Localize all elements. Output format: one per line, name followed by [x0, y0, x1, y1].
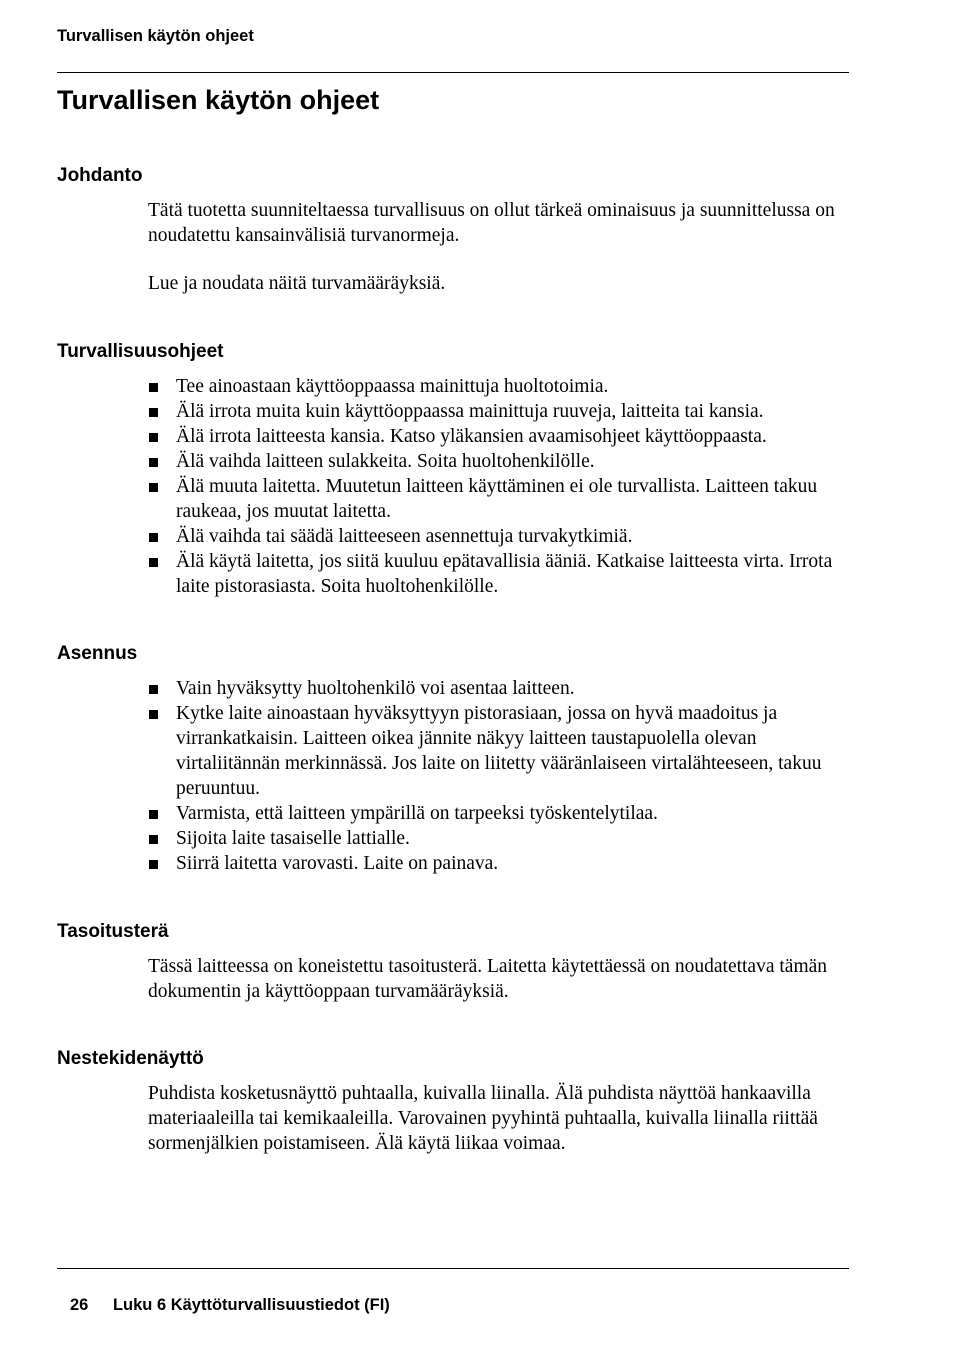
- section-intro: [57, 164, 857, 296]
- square-bullet-icon: [149, 710, 158, 719]
- section-heading-jogger: Tasoitusterä: [57, 921, 169, 942]
- section-body-lcd: [148, 1081, 858, 1156]
- list-item: [146, 851, 856, 876]
- footer-rule: [57, 1268, 849, 1269]
- page-number: 26: [70, 1296, 89, 1314]
- list-item: [146, 399, 856, 424]
- list-item-text: Vain hyväksytty huoltohenkilö voi asentaa laitteen.: [176, 678, 575, 699]
- list-item: [146, 449, 856, 474]
- list-item-text: Älä irrota laitteesta kansia. Katso yläkansien avaamisohjeet käyttöoppaasta.: [176, 426, 767, 447]
- square-bullet-icon: [149, 685, 158, 694]
- list-item: [146, 826, 856, 851]
- list-item: [146, 549, 856, 599]
- list-item-text: Siirrä laitetta varovasti. Laite on painava.: [176, 853, 499, 874]
- chapter-title: Luku 6 Käyttöturvallisuustiedot (FI): [112, 1296, 390, 1314]
- square-bullet-icon: [149, 483, 158, 492]
- square-bullet-icon: [149, 433, 158, 442]
- list-item: [146, 374, 856, 399]
- section-jogger: [57, 920, 857, 1004]
- paragraph: Tässä laitteessa on koneistettu tasoitusterä. Laitetta käytettäessä on noudatettava tämän dokumentin ja käyttöoppaan turvamääräyksiä.: [148, 956, 828, 1002]
- square-bullet-icon: [149, 533, 158, 542]
- list-item-text: Varmista, että laitteen ympärillä on tarpeeksi työskentelytilaa.: [176, 803, 658, 824]
- square-bullet-icon: [149, 810, 158, 819]
- section-lcd: [57, 1047, 857, 1156]
- safety-list: [146, 374, 856, 599]
- section-body-intro: [148, 198, 858, 296]
- square-bullet-icon: [149, 458, 158, 467]
- install-list: [146, 676, 856, 876]
- list-item: [146, 474, 856, 524]
- section-install: [57, 642, 857, 876]
- list-item-text: Älä vaihda tai säädä laitteeseen asennettuja turvakytkimiä.: [176, 526, 633, 547]
- square-bullet-icon: [149, 835, 158, 844]
- page-title: Turvallisen käytön ohjeet: [57, 85, 380, 115]
- section-heading-lcd: Nestekidenäyttö: [57, 1048, 204, 1069]
- square-bullet-icon: [149, 558, 158, 567]
- section-safety: [57, 340, 857, 599]
- list-item-text: Älä käytä laitetta, jos siitä kuuluu epätavallisia ääniä. Katkaise laitteesta virta. Irrota laite pistorasiasta. Soita huoltohenkilölle.: [176, 551, 833, 597]
- header-rule: [57, 72, 849, 73]
- section-heading-install: Asennus: [57, 643, 138, 664]
- list-item-text: Kytke laite ainoastaan hyväksyttyyn pistorasiaan, jossa on hyvä maadoitus ja virrankatkaisin. Laitteen oikea jännite näkyy laitteen taustapuolella olevan virtaliitännän merkinnässä. Jos laite on liitetty vääränlaiseen virtalähteeseen, takuu peruuntuu.: [176, 703, 822, 799]
- section-heading-safety: Turvallisuusohjeet: [57, 341, 224, 362]
- running-header: Turvallisen käytön ohjeet: [57, 27, 254, 45]
- section-body-jogger: [148, 954, 858, 1004]
- list-item-text: Älä vaihda laitteen sulakkeita. Soita huoltohenkilölle.: [176, 451, 595, 472]
- section-heading-intro: Johdanto: [57, 165, 143, 186]
- page-footer: [70, 1296, 390, 1315]
- list-item-text: Älä muuta laitetta. Muutetun laitteen käyttäminen ei ole turvallista. Laitteen takuu raukeaa, jos muutat laitetta.: [176, 476, 818, 522]
- list-item: [146, 524, 856, 549]
- list-item-text: Sijoita laite tasaiselle lattialle.: [176, 828, 410, 849]
- paragraph: Lue ja noudata näitä turvamääräyksiä.: [148, 273, 446, 294]
- list-item: [146, 676, 856, 701]
- list-item: [146, 701, 856, 801]
- list-item-text: Tee ainoastaan käyttöoppaassa mainittuja huoltotoimia.: [176, 376, 609, 397]
- square-bullet-icon: [149, 408, 158, 417]
- square-bullet-icon: [149, 383, 158, 392]
- square-bullet-icon: [149, 860, 158, 869]
- list-item: [146, 801, 856, 826]
- list-item-text: Älä irrota muita kuin käyttöoppaassa mainittuja ruuveja, laitteita tai kansia.: [176, 401, 764, 422]
- paragraph: Puhdista kosketusnäyttö puhtaalla, kuivalla liinalla. Älä puhdista näyttöä hankaavilla materiaaleilla tai kemikaaleilla. Varovainen pyyhintä puhtaalla, kuivalla liinalla riittää sormenjälkien poistamiseen. Älä käytä liikaa voimaa.: [148, 1083, 818, 1154]
- paragraph: Tätä tuotetta suunniteltaessa turvallisuus on ollut tärkeä ominaisuus ja suunnittelussa on noudatettu kansainvälisiä turvanormeja.: [148, 200, 835, 246]
- list-item: [146, 424, 856, 449]
